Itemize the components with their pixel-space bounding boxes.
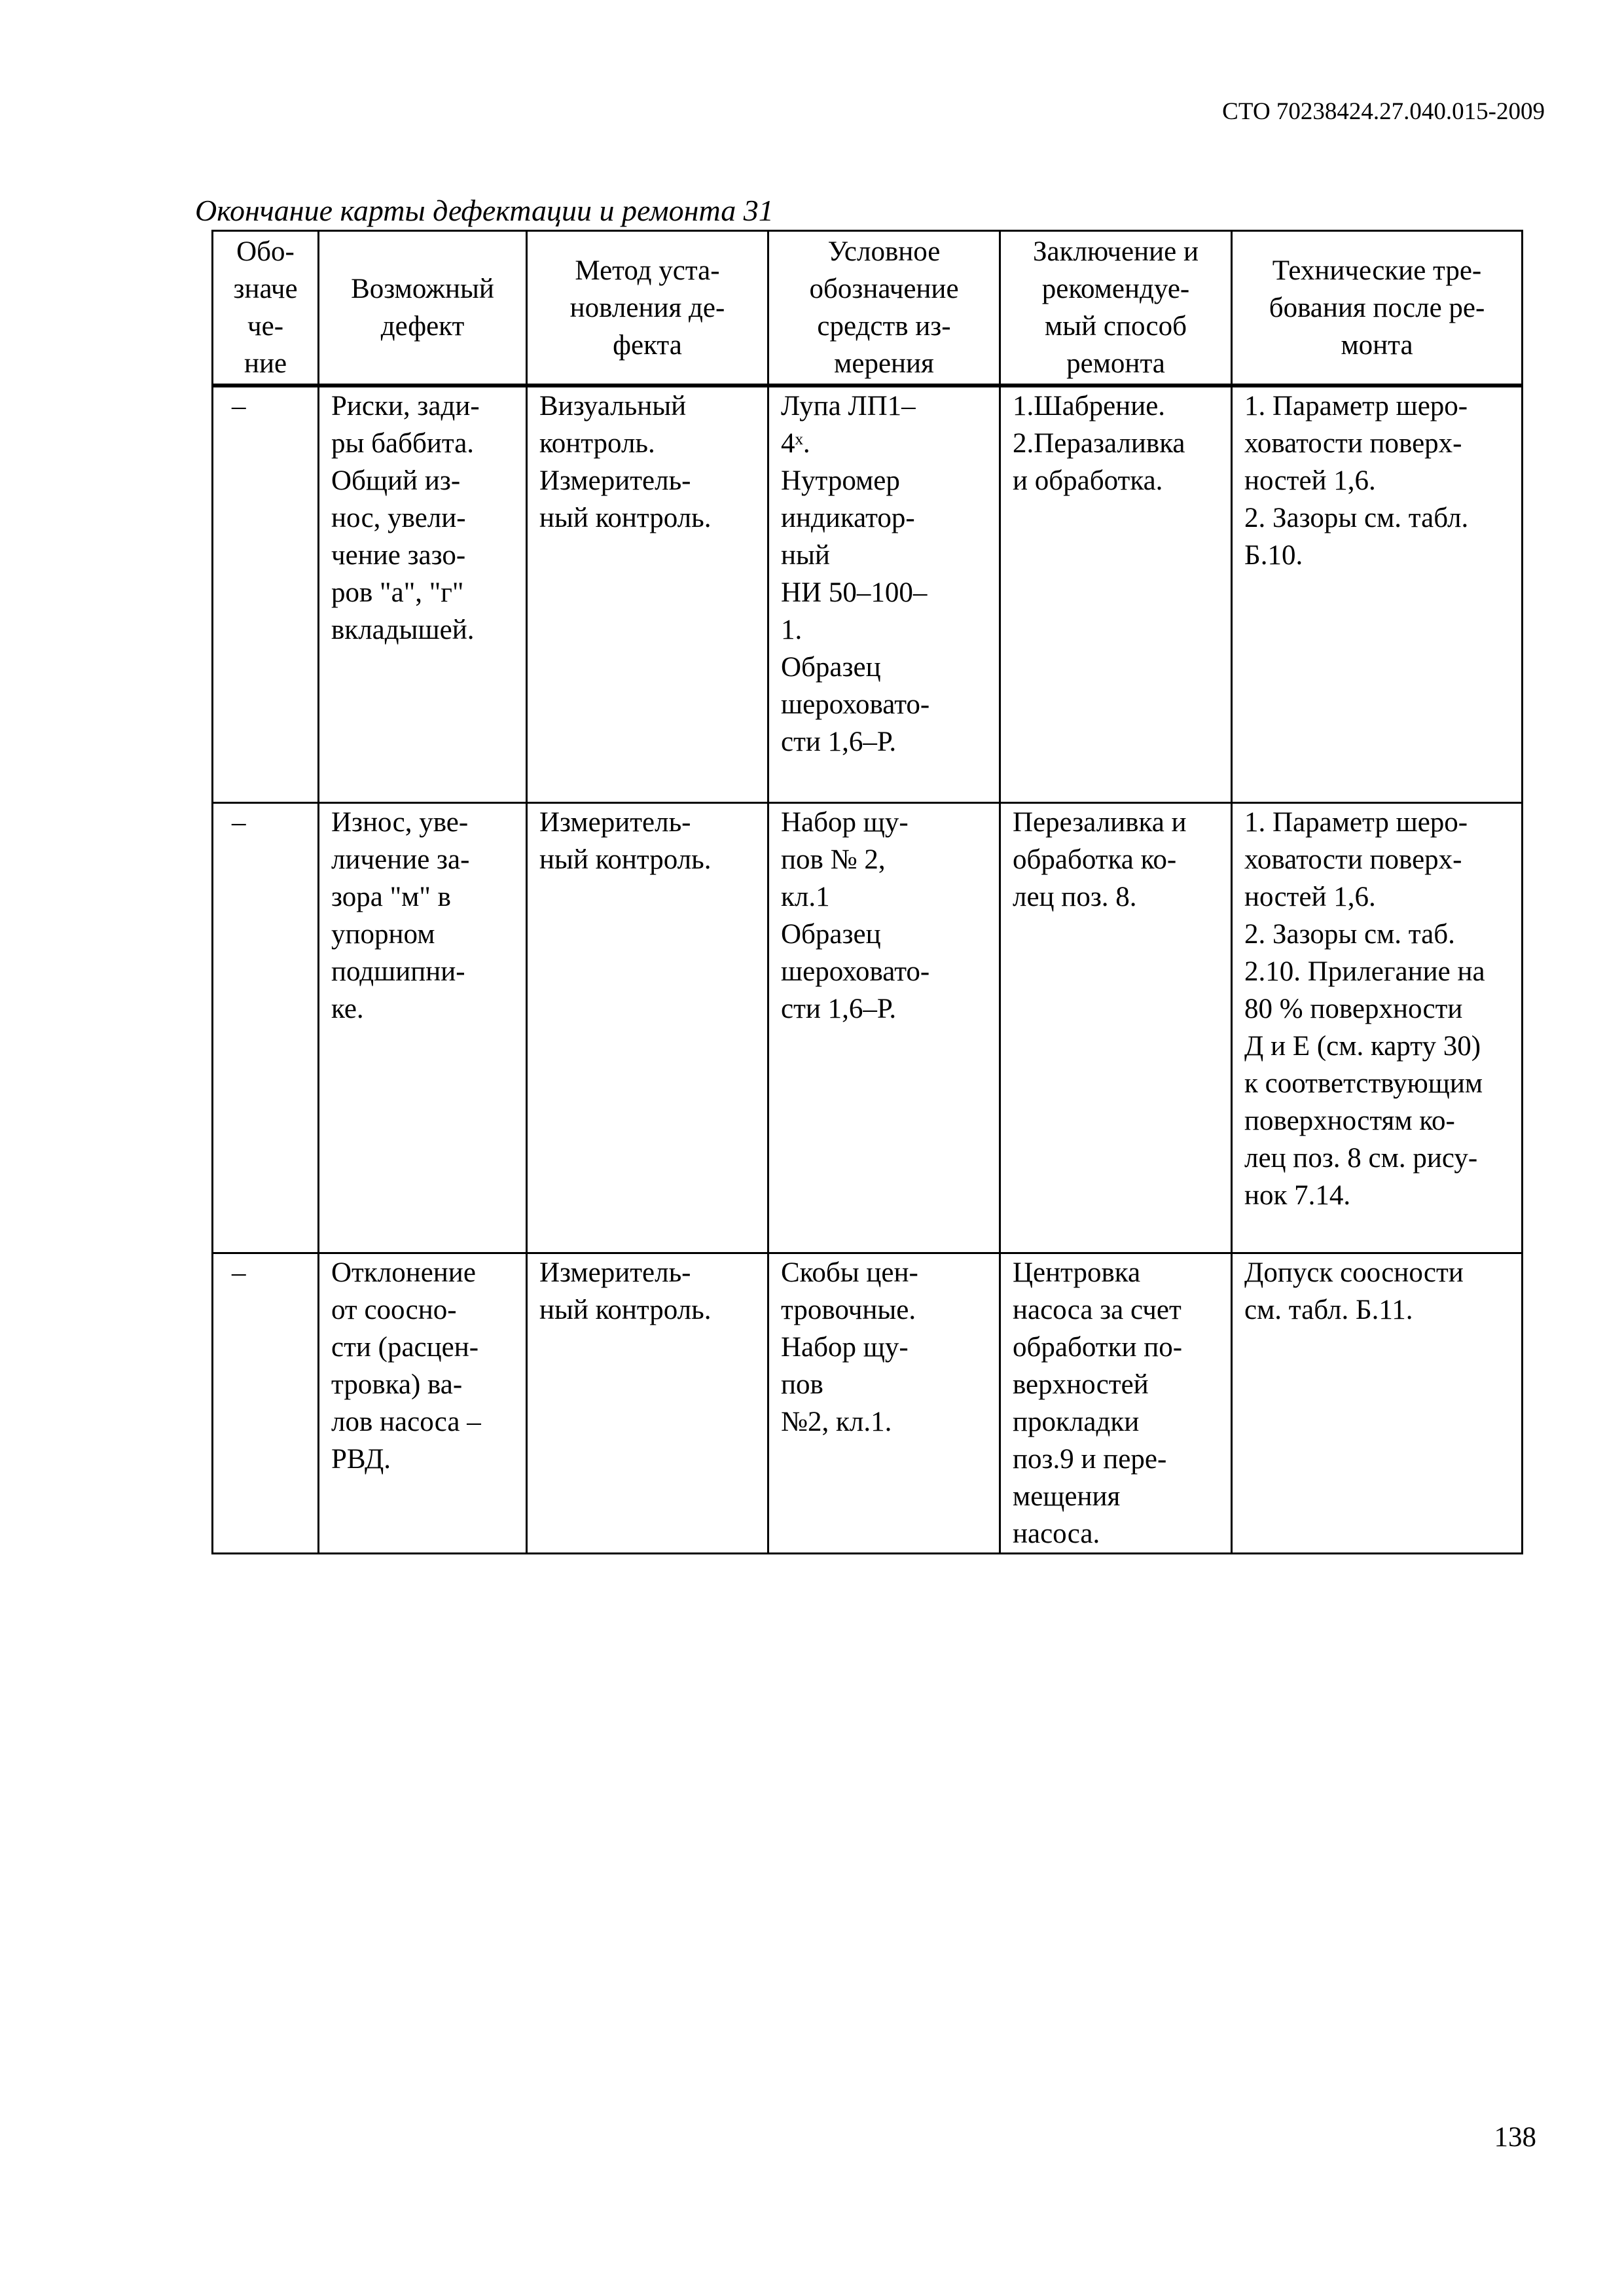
table-row <box>213 386 1523 803</box>
header-designation: Обо- значе че- ние <box>213 231 319 386</box>
cell-measuring-tools: Скобы цен- тровочные. Набор щу- пов №2, кл.1. <box>768 1253 1000 1554</box>
cell-possible-defect: Отклонение от соосно- сти (расцен- тровка) ва- лов насоса – РВД. <box>319 1253 527 1554</box>
table-row <box>213 803 1523 1253</box>
cell-detection-method: Измеритель- ный контроль. <box>527 803 768 1253</box>
document-code: СТО 70238424.27.040.015-2009 <box>1222 98 1545 125</box>
header-measuring-tools: Условное обозначение средств из- мерения <box>768 231 1000 386</box>
cell-conclusion-repair: Центровка насоса за счет обработки по- верхностей прокладки поз.9 и пере- мещения насоса. <box>1000 1253 1232 1554</box>
header-possible-defect: Возможный дефект <box>319 231 527 386</box>
cell-technical-requirements: 1. Параметр шеро- ховатости поверх- ностей 1,6. 2. Зазоры см. табл. Б.10. <box>1232 386 1523 803</box>
cell-designation: – <box>213 386 319 803</box>
cell-measuring-tools: Лупа ЛП1– 4ˣ. Нутромер индикатор- ный НИ 50–100– 1. Образец шероховато- сти 1,6–Р. <box>768 386 1000 803</box>
header-conclusion-repair: Заключение и рекомендуе- мый способ ремонта <box>1000 231 1232 386</box>
table-header-row <box>213 231 1523 386</box>
cell-conclusion-repair: 1.Шабрение. 2.Перазаливка и обработка. <box>1000 386 1232 803</box>
header-technical-requirements: Технические тре- бования после ре- монта <box>1232 231 1523 386</box>
cell-designation: – <box>213 1253 319 1554</box>
page-number: 138 <box>1494 2122 1536 2153</box>
cell-designation: – <box>213 803 319 1253</box>
table-row <box>213 1253 1523 1554</box>
cell-technical-requirements: Допуск соосности см. табл. Б.11. <box>1232 1253 1523 1554</box>
cell-conclusion-repair: Перезаливка и обработка ко- лец поз. 8. <box>1000 803 1232 1253</box>
cell-possible-defect: Износ, уве- личение за- зора "м" в упорном подшипни- ке. <box>319 803 527 1253</box>
cell-possible-defect: Риски, зади- ры баббита. Общий из- нос, увели- чение зазо- ров "а", "г" вкладышей. <box>319 386 527 803</box>
cell-technical-requirements: 1. Параметр шеро- ховатости поверх- ностей 1,6. 2. Зазоры см. таб. 2.10. Прилегание на 80 % поверхности Д и Е (см. карту 30) к соответствующим поверхностям ко- лец поз. 8 см. рису- нок 7.14. <box>1232 803 1523 1253</box>
table-caption: Окончание карты дефектации и ремонта 31 <box>195 194 774 227</box>
cell-detection-method: Визуальный контроль. Измеритель- ный контроль. <box>527 386 768 803</box>
defect-table-container <box>211 230 1521 1554</box>
cell-measuring-tools: Набор щу- пов № 2, кл.1 Образец шероховато- сти 1,6–Р. <box>768 803 1000 1253</box>
defect-repair-table <box>211 230 1523 1554</box>
cell-detection-method: Измеритель- ный контроль. <box>527 1253 768 1554</box>
header-detection-method: Метод уста- новления де- фекта <box>527 231 768 386</box>
